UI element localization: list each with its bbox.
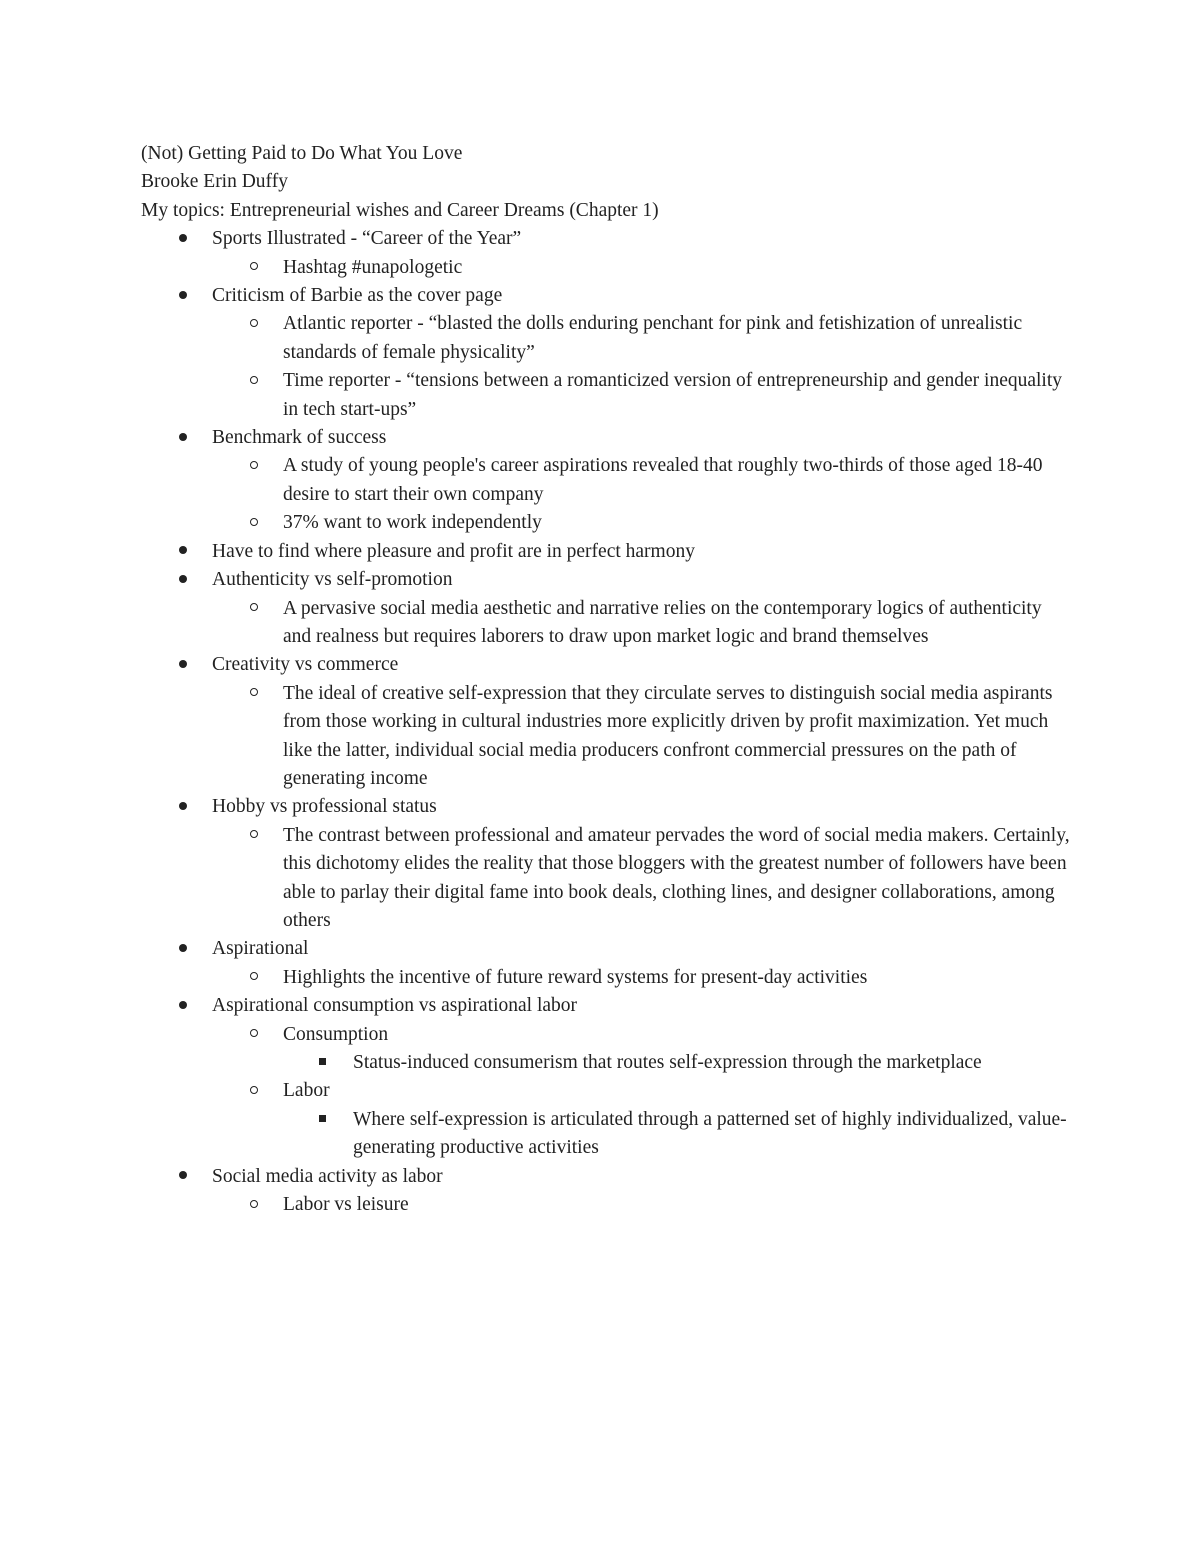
- outline-item-text: Status-induced consumerism that routes self-expression through the marketplace: [353, 1052, 982, 1073]
- bullet-square-icon: [319, 1049, 326, 1077]
- outline-item-level-2: [141, 452, 1071, 509]
- document-page: [141, 140, 1071, 1219]
- outline-item-text: Where self-expression is articulated through a patterned set of highly individualized, value-generating productive activities: [353, 1108, 1067, 1159]
- outline-list: [141, 225, 1071, 1219]
- bullet-disc-icon: [179, 651, 187, 679]
- bullet-circle-icon: [250, 452, 258, 480]
- outline-item-level-1: [141, 282, 1071, 310]
- outline-item-level-1: [141, 992, 1071, 1020]
- topics-line: My topics: Entrepreneurial wishes and Career Dreams (Chapter 1): [141, 199, 659, 221]
- bullet-circle-icon: [250, 1021, 258, 1049]
- bullet-disc-icon: [179, 538, 187, 566]
- outline-item-level-1: [141, 566, 1071, 594]
- bullet-circle-icon: [250, 310, 258, 338]
- document-title: (Not) Getting Paid to Do What You Love: [141, 143, 463, 164]
- outline-item-text: Highlights the incentive of future reward systems for present-day activities: [283, 966, 868, 988]
- outline-item-text: The contrast between professional and amateur pervades the word of social media makers. Certainly, this dichotomy elides the reality that those bloggers with the greatest number of followers have been able to parlay their digital fame into book deals, clothing lines, and designer collaborations, among others: [283, 824, 1070, 931]
- outline-item-text: Labor vs leisure: [283, 1194, 409, 1216]
- outline-item-level-1: [141, 651, 1071, 679]
- outline-item-text: The ideal of creative self-expression that they circulate serves to distinguish social media aspirants from those working in cultural industries more explicitly driven by profit maximization. Yet much like the latter, individual social media producers confront commercial pressures on the path of generating income: [283, 682, 1053, 789]
- outline-item-text: Hashtag #unapologetic: [283, 256, 463, 278]
- outline-item-level-1: [141, 538, 1071, 566]
- document-author: Brooke Erin Duffy: [141, 171, 288, 193]
- bullet-disc-icon: [179, 793, 187, 821]
- outline-item-level-2: [141, 964, 1071, 992]
- outline-item-level-2: [141, 1077, 1071, 1105]
- outline-item-level-2: [141, 367, 1071, 424]
- outline-item-level-3: [141, 1106, 1071, 1163]
- outline-item-level-1: [141, 935, 1071, 963]
- outline-item-text: Authenticity vs self-promotion: [212, 569, 453, 591]
- outline-item-text: Aspirational consumption vs aspirational labor: [212, 995, 578, 1017]
- outline-item-text: Criticism of Barbie as the cover page: [212, 285, 503, 307]
- bullet-disc-icon: [179, 935, 187, 963]
- outline-item-level-1: [141, 1163, 1071, 1191]
- outline-item-text: Time reporter - “tensions between a romanticized version of entrepreneurship and gender inequality in tech start-ups”: [283, 370, 1063, 420]
- outline-item-text: Creativity vs commerce: [212, 654, 399, 676]
- bullet-circle-icon: [250, 1191, 258, 1219]
- bullet-disc-icon: [179, 424, 187, 452]
- bullet-circle-icon: [250, 367, 258, 395]
- bullet-disc-icon: [179, 566, 187, 594]
- outline-item-level-2: [141, 595, 1071, 652]
- outline-item-level-1: [141, 424, 1071, 452]
- outline-item-level-2: [141, 1191, 1071, 1219]
- bullet-circle-icon: [250, 509, 258, 537]
- bullet-circle-icon: [250, 964, 258, 992]
- bullet-circle-icon: [250, 1077, 258, 1105]
- outline-item-text: Consumption: [283, 1023, 389, 1045]
- bullet-disc-icon: [179, 225, 187, 253]
- outline-item-level-1: [141, 793, 1071, 821]
- outline-item-level-2: [141, 680, 1071, 794]
- bullet-circle-icon: [250, 822, 258, 850]
- outline-item-text: Labor: [283, 1080, 330, 1102]
- outline-item-text: A study of young people's career aspirations revealed that roughly two-thirds of those aged 18-40 desire to start their own company: [283, 455, 1043, 505]
- outline-item-text: Sports Illustrated - “Career of the Year”: [212, 228, 522, 250]
- bullet-disc-icon: [179, 1163, 187, 1191]
- outline-item-text: Social media activity as labor: [212, 1165, 443, 1187]
- bullet-circle-icon: [250, 254, 258, 282]
- outline-item-level-2: [141, 310, 1071, 367]
- bullet-disc-icon: [179, 282, 187, 310]
- outline-item-text: A pervasive social media aesthetic and narrative relies on the contemporary logics of authenticity and realness but requires laborers to draw upon market logic and brand themselves: [283, 597, 1042, 647]
- outline-item-level-2: [141, 509, 1071, 537]
- outline-item-text: Atlantic reporter - “blasted the dolls enduring penchant for pink and fetishization of unrealistic standards of female physicality”: [283, 313, 1023, 363]
- bullet-circle-icon: [250, 680, 258, 708]
- outline-item-level-1: [141, 225, 1071, 253]
- outline-item-level-2: [141, 822, 1071, 936]
- bullet-disc-icon: [179, 992, 187, 1020]
- outline-item-text: Have to find where pleasure and profit are in perfect harmony: [212, 540, 695, 562]
- bullet-square-icon: [319, 1106, 326, 1134]
- outline-item-text: Benchmark of success: [212, 427, 387, 449]
- outline-item-text: Hobby vs professional status: [212, 796, 437, 818]
- bullet-circle-icon: [250, 595, 258, 623]
- outline-item-level-3: [141, 1049, 1071, 1077]
- outline-item-level-2: [141, 254, 1071, 282]
- outline-item-text: 37% want to work independently: [283, 512, 542, 534]
- outline-item-text: Aspirational: [212, 938, 309, 960]
- outline-item-level-2: [141, 1021, 1071, 1049]
